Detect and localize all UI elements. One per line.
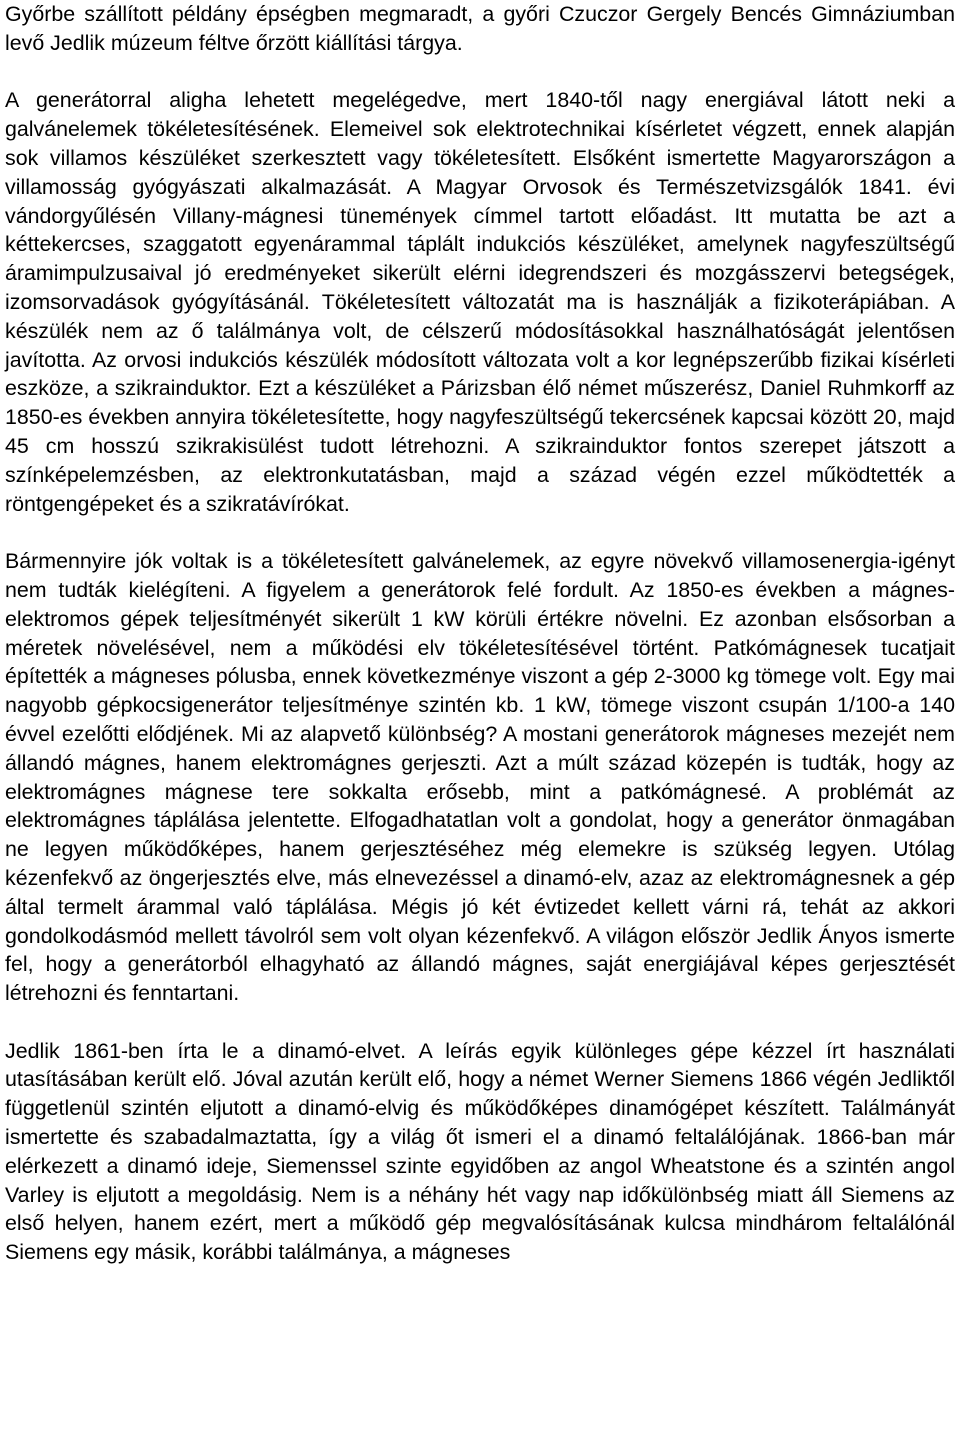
- paragraph-gap: [5, 518, 955, 547]
- paragraph-4: Jedlik 1861-ben írta le a dinamó-elvet. A leírás egyik különleges gépe kézzel írt használati utasításában került elő. Jóval azután került elő, hogy a német Werner Siemens 1866 végén Jedliktől függetlenül szintén eljutott a dinamó-elvig és működőképes dinamógépet készített. Találmányát ismertette és szabadalmaztatta, így a világ őt ismeri el a dinamó feltalálójának. 1866-ban már elérkezett a dinamó ideje, Siemenssel szinte egyidőben az angol Wheatstone és a szintén angol Varley is eljutott a megoldásig. Nem is a néhány hét vagy nap időkülönbség miatt áll Siemens az első helyen, hanem ezért, mert a működő gép megvalósításának kulcsa mindhárom feltalálónál Siemens egy másik, korábbi találmánya, a mágneses: [5, 1038, 955, 1265]
- paragraph-1: Győrbe szállított példány épségben megmaradt, a győri Czuczor Gergely Bencés Gimnáziumban levő Jedlik múzeum féltve őrzött kiállítási tárgya.: [5, 2, 955, 55]
- paragraph-2: A generátorral aligha lehetett megelégedve, mert 1840-től nagy energiával látott neki a galvánelemek tökéletesítésének. Elemeivel sok elektrotechnikai kísérletet végzett, ennek alapján sok villamos készüléket szerkesztett vagy tökéletesített. Elsőként ismertette Magyarországon a villamosság gyógyászati alkalmazását. A Magyar Orvosok és Természetvizsgálók 1841. évi vándorgyűlésén Villany-mágnesi tünemények címmel tartott előadást. Itt mutatta be azt a kéttekercses, szaggatott egyenárammal táplált indukciós készüléket, amelynek nagyfeszültségű áramimpulzusaival jó eredményeket sikerült elérni idegrendszeri és mozgásszervi betegségek, izomsorvadások gyógyításánál. Tökéletesített változatát ma is használják a fizikoterápiában. A készülék nem az ő találmánya volt, de célszerű módosításokkal használhatóságát jelentősen javította. Az orvosi indukciós készülék módosított változata volt a kor legnépszerűbb fizikai kísérleti eszköze, a szikrainduktor. Ezt a készüléket a Párizsban élő német műszerész, Daniel Ruhmkorff az 1850-es években annyira tökéletesítette, hogy nagyfeszültségű tekercsének kapcsai között 20, majd 45 cm hosszú szikrakisülést tudott létrehozni. A szikrainduktor fontos szerepet játszott a színképelemzésben, az elektronkutatásban, majd a század végén ezzel működtették a röntgengépeket és a szikratávírókat.: [5, 88, 955, 516]
- paragraph-gap: [5, 58, 955, 87]
- paragraph-3: Bármennyire jók voltak is a tökéletesített galvánelemek, az egyre növekvő villamosenergia-igényt nem tudták kielégíteni. A figyelem a generátorok felé fordult. Az 1850-es években a mágnes-elektromos gépek teljesítményét sikerült 1 kW körüli értékre növelni. Ez azonban elsősorban a méretek növelésével, nem a működési elv tökéletesítésével történt. Patkómágnesek tucatjait építették a mágneses pólusba, ennek következménye viszont a gép 2-3000 kg tömege volt. Egy mai nagyobb gépkocsigenerátor teljesítménye szintén kb. 1 kW, tömege viszont csupán 1/100-a 140 évvel ezelőtti elődjének. Mi az alapvető különbség? A mostani generátorok mágneses mezejét nem állandó mágnes, hanem elektromágnes gerjeszti. Azt a múlt század közepén is tudták, hogy az elektromágnes mágnese tere sokkalta erősebb, mint a patkómágnesé. A problémát az elektromágnes táplálása jelentette. Elfogadhatatlan volt a gondolat, hogy a generátor önmagában ne legyen működőképes, hanem gerjesztéséhez még elemekre is szükség legyen. Utólag kézenfekvő az öngerjesztés elve, más elnevezéssel a dinamó-elv, azaz az elektromágnesnek a gép által termelt árammal való táplálása. Mégis jó két évtizedet kellett várni rá, tehát az akkori gondolkodásmód mellett távolról sem volt olyan kézenfekvő. A világon először Jedlik Ányos ismerte fel, hogy a generátorból elhagyható az állandó mágnes, saját energiájával képes gerjesztését létrehozni és fenntartani.: [5, 549, 955, 1006]
- paragraph-gap: [5, 1008, 955, 1037]
- document-page: [5, 0, 955, 1267]
